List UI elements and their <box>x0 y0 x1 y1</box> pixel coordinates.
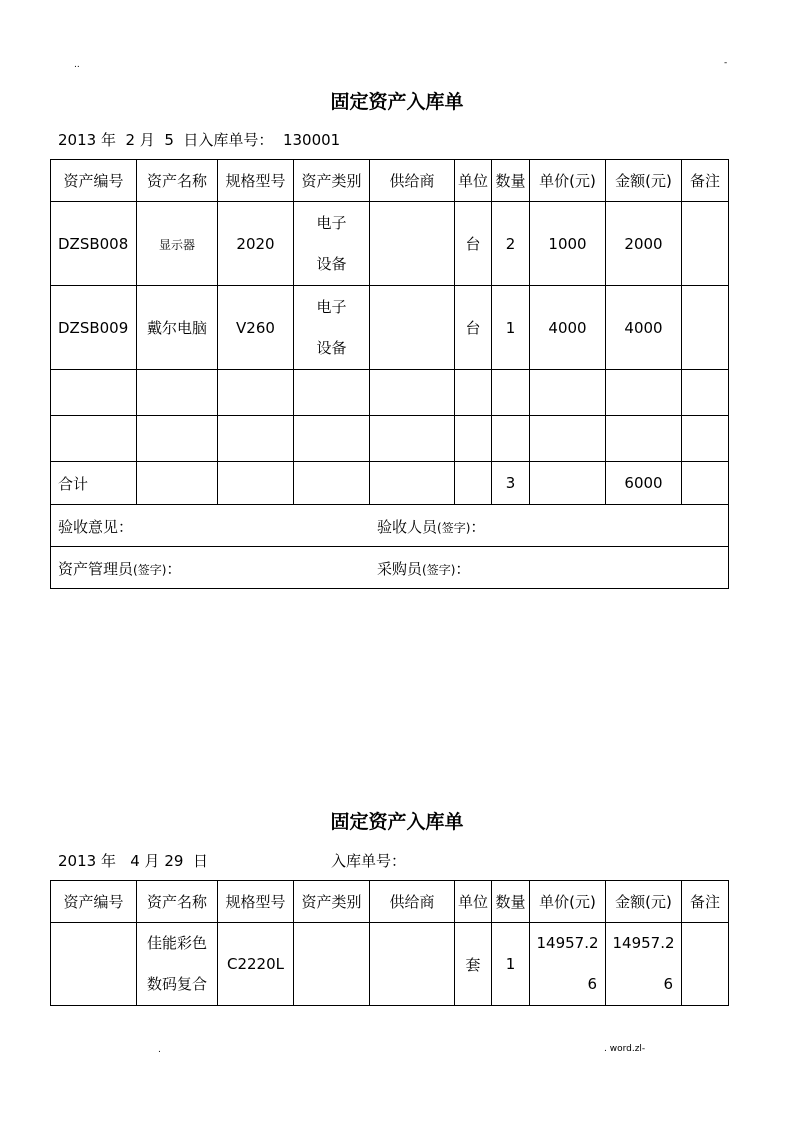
form2-date-line: 2013 年 4 月 29 日 <box>58 852 208 870</box>
colon: ： <box>166 560 182 578</box>
header-asset-code: 资产编号 <box>51 160 137 202</box>
header-amount: 金额(元) <box>606 160 682 202</box>
total-row <box>51 462 729 505</box>
colon: ： <box>455 560 471 578</box>
page-mark-bottom-right: . word.zl- <box>604 1044 646 1054</box>
table-row <box>51 923 729 1006</box>
category-line-1: 电子 <box>316 297 347 316</box>
asset-name-text: 显示器 <box>158 237 195 252</box>
asset-manager-label <box>58 558 181 579</box>
amount-cell <box>606 923 682 1006</box>
amount-cell: 2000 <box>606 202 682 286</box>
unit-price-line-2: 6 <box>587 975 597 993</box>
header-note: 备注 <box>682 160 729 202</box>
empty-cell <box>137 416 218 462</box>
asset-code-cell: DZSB008 <box>51 202 137 286</box>
header-qty: 数量 <box>492 881 530 923</box>
asset-name-line-2: 数码复合 <box>146 975 207 993</box>
empty-cell <box>294 462 370 505</box>
empty-cell <box>682 416 729 462</box>
header-supplier: 供给商 <box>370 881 455 923</box>
empty-cell <box>682 462 729 505</box>
asset-code-cell: DZSB009 <box>51 286 137 370</box>
spec-cell: 2020 <box>218 202 294 286</box>
category-cell <box>294 202 370 286</box>
table-header-row <box>51 881 729 923</box>
purchaser-text: 采购员 <box>377 560 423 578</box>
qty-cell: 2 <box>492 202 530 286</box>
header-unit: 单位 <box>455 160 492 202</box>
supplier-cell <box>370 286 455 370</box>
empty-cell <box>137 370 218 416</box>
acceptance-row <box>51 505 729 547</box>
header-unit-price: 单价(元) <box>530 881 606 923</box>
signature-cell <box>51 547 729 589</box>
form1-title: 固定资产入库单 <box>330 91 464 113</box>
header-qty: 数量 <box>492 160 530 202</box>
total-amount: 6000 <box>606 462 682 505</box>
amount-line-1: 14957.2 <box>612 934 675 952</box>
unit-price-cell: 1000 <box>530 202 606 286</box>
page-mark-top-left: .. <box>74 60 80 70</box>
empty-cell <box>137 462 218 505</box>
table-row <box>51 202 729 286</box>
empty-cell <box>294 370 370 416</box>
category-cell <box>294 923 370 1006</box>
empty-cell <box>606 416 682 462</box>
qty-cell: 1 <box>492 286 530 370</box>
empty-cell <box>682 370 729 416</box>
empty-cell <box>51 370 137 416</box>
table-header-row <box>51 160 729 202</box>
table-row-empty <box>51 370 729 416</box>
category-line-1: 电子 <box>316 213 347 232</box>
header-amount: 金额(元) <box>606 881 682 923</box>
empty-cell <box>455 416 492 462</box>
colon: ： <box>470 518 486 536</box>
empty-cell <box>455 370 492 416</box>
empty-cell <box>492 370 530 416</box>
unit-price-cell: 4000 <box>530 286 606 370</box>
sign-note: (签字) <box>437 521 471 535</box>
empty-cell <box>492 416 530 462</box>
page-mark-bottom-left: . <box>158 1045 161 1055</box>
signature-row <box>51 547 729 589</box>
header-supplier: 供给商 <box>370 160 455 202</box>
acceptor-label <box>377 516 485 537</box>
category-cell <box>294 286 370 370</box>
sign-note: (签字) <box>133 563 167 577</box>
table-row <box>51 286 729 370</box>
empty-cell <box>218 370 294 416</box>
amount-cell: 4000 <box>606 286 682 370</box>
header-note: 备注 <box>682 881 729 923</box>
supplier-cell <box>370 923 455 1006</box>
empty-cell <box>530 462 606 505</box>
empty-cell <box>370 462 455 505</box>
header-spec: 规格型号 <box>218 881 294 923</box>
form1-table <box>50 159 729 589</box>
empty-cell <box>294 416 370 462</box>
empty-cell <box>530 416 606 462</box>
empty-cell <box>606 370 682 416</box>
empty-cell <box>218 462 294 505</box>
empty-cell <box>455 462 492 505</box>
note-cell <box>682 923 729 1006</box>
unit-price-cell <box>530 923 606 1006</box>
unit-price-line-1: 14957.2 <box>536 934 599 952</box>
asset-name-cell: 戴尔电脑 <box>137 286 218 370</box>
sign-note: (签字) <box>422 563 456 577</box>
table-row-empty <box>51 416 729 462</box>
asset-name-cell <box>137 202 218 286</box>
header-unit: 单位 <box>455 881 492 923</box>
header-unit-price: 单价(元) <box>530 160 606 202</box>
empty-cell <box>370 370 455 416</box>
asset-name-line-1: 佳能彩色 <box>146 934 207 952</box>
form2-table <box>50 880 729 1006</box>
empty-cell <box>370 416 455 462</box>
total-label: 合计 <box>51 462 137 505</box>
acceptor-text: 验收人员 <box>377 518 438 536</box>
note-cell <box>682 286 729 370</box>
form1-date-line: 2013 年 2 月 5 日入库单号： 130001 <box>58 131 341 149</box>
spec-cell: V260 <box>218 286 294 370</box>
header-asset-name: 资产名称 <box>137 881 218 923</box>
total-qty: 3 <box>492 462 530 505</box>
amount-line-2: 6 <box>663 975 673 993</box>
unit-cell: 台 <box>455 286 492 370</box>
unit-cell: 套 <box>455 923 492 1006</box>
asset-manager-text: 资产管理员 <box>58 560 134 578</box>
unit-cell: 台 <box>455 202 492 286</box>
purchaser-label <box>377 558 470 579</box>
note-cell <box>682 202 729 286</box>
asset-name-cell <box>137 923 218 1006</box>
form2-title: 固定资产入库单 <box>330 811 464 833</box>
category-line-2: 设备 <box>316 338 347 357</box>
header-category: 资产类别 <box>294 881 370 923</box>
header-category: 资产类别 <box>294 160 370 202</box>
supplier-cell <box>370 202 455 286</box>
page-mark-top-right: - <box>724 58 728 68</box>
acceptance-cell <box>51 505 729 547</box>
category-line-2: 设备 <box>316 254 347 273</box>
form2-order-no-label: 入库单号： <box>331 852 407 870</box>
header-spec: 规格型号 <box>218 160 294 202</box>
acceptance-opinion-label: 验收意见： <box>58 518 134 536</box>
qty-cell: 1 <box>492 923 530 1006</box>
asset-code-cell <box>51 923 137 1006</box>
empty-cell <box>530 370 606 416</box>
header-asset-name: 资产名称 <box>137 160 218 202</box>
header-asset-code: 资产编号 <box>51 881 137 923</box>
empty-cell <box>51 416 137 462</box>
empty-cell <box>218 416 294 462</box>
spec-cell: C2220L <box>218 923 294 1006</box>
